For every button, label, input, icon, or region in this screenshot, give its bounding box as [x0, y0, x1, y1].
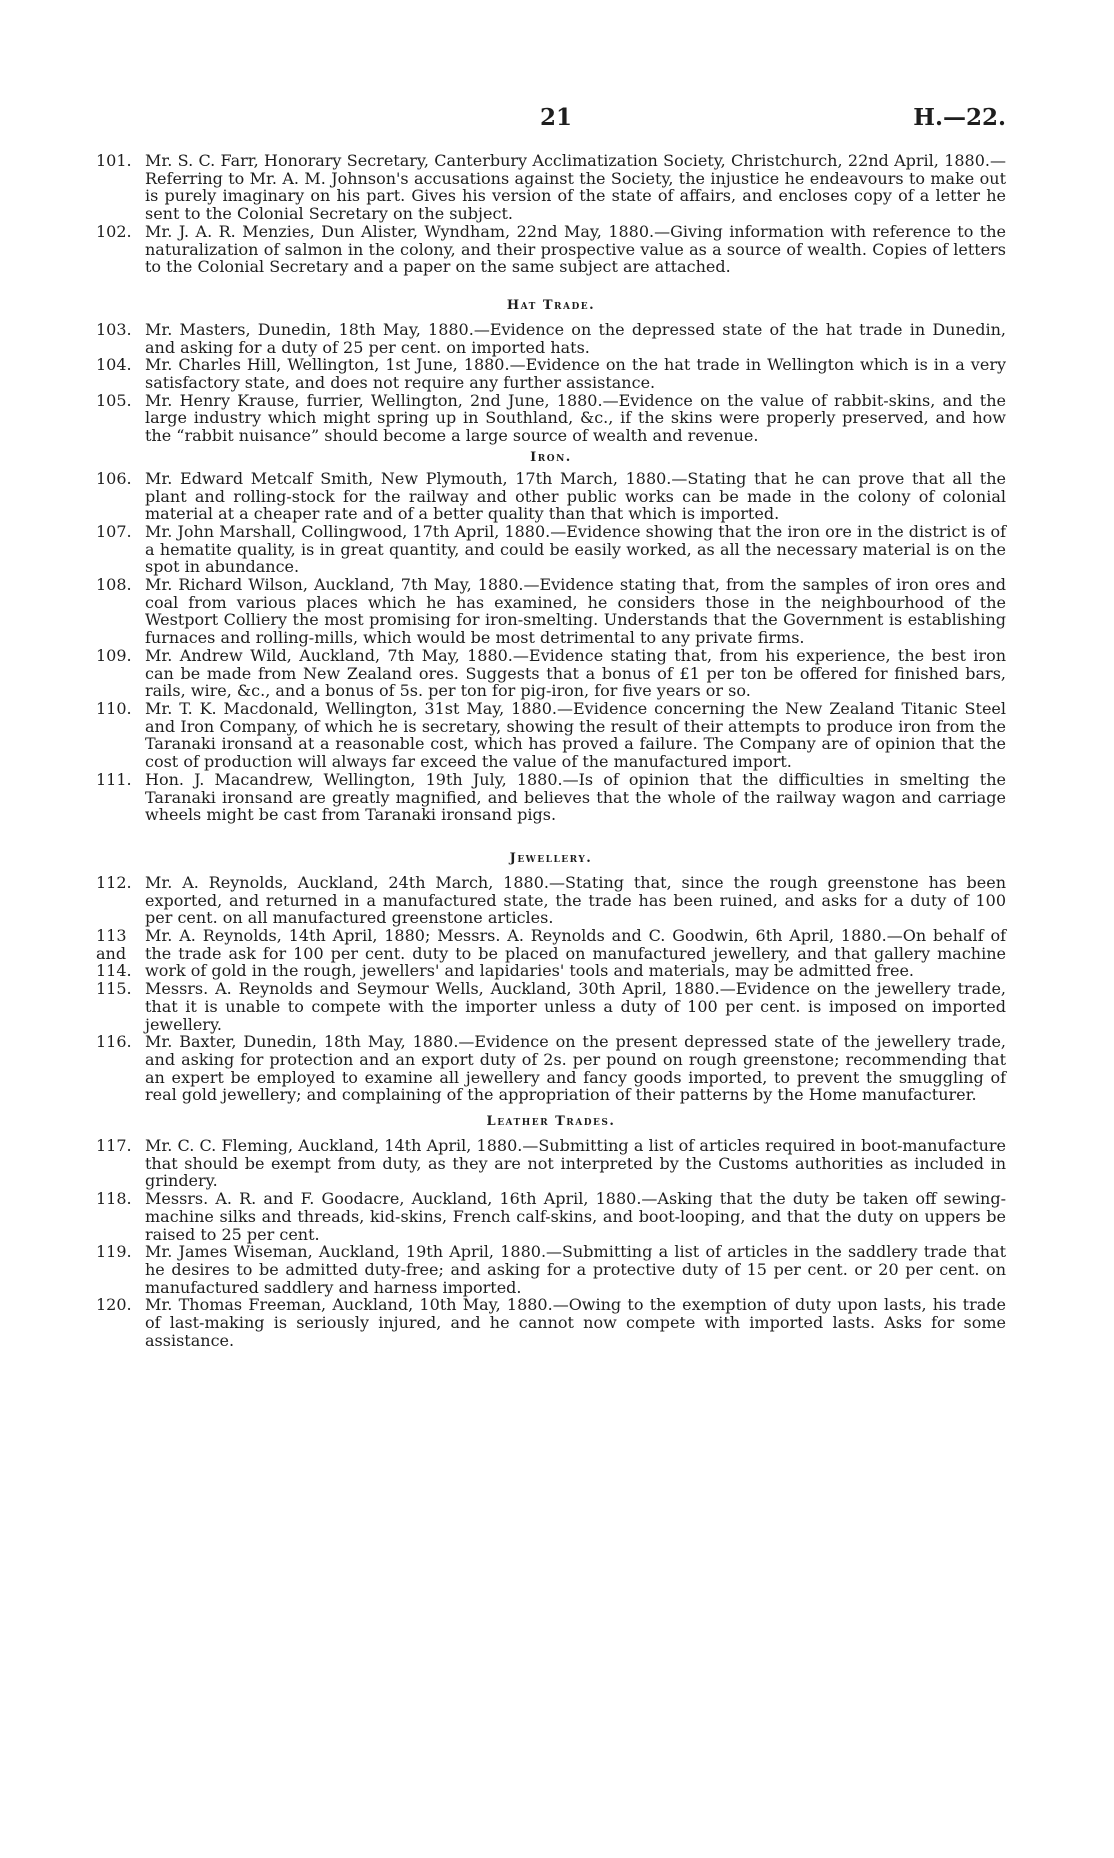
entry-number: 105.	[96, 390, 132, 410]
entry-text: Mr. Henry Krause, furrier, Wellington, 2nd June, 1880.—Evidence on the value of rabbit-skins, and the large industry which might spring up in Southland, &c., if the skins were properly preserved, and how the “rabbit nuisance” should become a large source of wealth and revenue.	[145, 390, 1006, 446]
list-item	[96, 152, 1006, 223]
list-item	[96, 1190, 1006, 1243]
entry-number: 116.	[96, 1032, 132, 1052]
entry-text: Messrs. A. Reynolds and Seymour Wells, Auckland, 30th April, 1880.—Evidence on the jewellery trade, that it is unable to compete with the importer unless a duty of 100 per cent. is imposed on imported jewellery.	[145, 979, 1006, 1034]
list-item	[96, 700, 1006, 771]
list-item	[96, 927, 1006, 980]
entry-text: Mr. Andrew Wild, Auckland, 7th May, 1880.—Evidence stating that, from his experience, the best iron can be made from New Zealand ores. Suggests that a bonus of £1 per ton be offered for finished bars, rails, wire, &c., and a bonus of 5s. per ton for pig-iron, for five years or so.	[145, 645, 1006, 701]
entry-number: 115.	[96, 979, 132, 999]
section-heading-hat-trade: Hat Trade.	[506, 297, 596, 313]
entry-number: 109.	[96, 645, 132, 665]
section-heading-leather-trades: Leather Trades.	[486, 1114, 616, 1130]
entry-text: Mr. James Wiseman, Auckland, 19th April, 1880.—Submitting a list of articles in the saddlery trade that he desires to be admitted duty-free; and asking for a protective duty of 15 per cent. or 20 per cent. on manufactured saddlery and harness imported.	[145, 1242, 1006, 1297]
list-item	[96, 1296, 1006, 1349]
entry-number: 119.	[96, 1242, 132, 1262]
list-item	[96, 1243, 1006, 1296]
list-item	[96, 470, 1006, 523]
entry-text: Mr. Richard Wilson, Auckland, 7th May, 1880.—Evidence stating that, from the samples of iron ores and coal from various places which he has examined, he considers those in the neighbourhood of the Westport Colliery the most promising for iron-smelting. Understands that the Government is establishing furnaces and rolling-mills, which would be most detrimental to any private firms.	[145, 575, 1006, 648]
entry-text: Mr. Charles Hill, Wellington, 1st June, 1880.—Evidence on the hat trade in Wellington which is in a very satisfactory state, and does not require any further assistance.	[145, 355, 1006, 393]
entry-number: 120.	[96, 1295, 132, 1315]
list-item	[96, 647, 1006, 700]
entry-text: Mr. C. C. Fleming, Auckland, 14th April, 1880.—Submitting a list of articles required in boot-manufacture that should be exempt from duty, as they are not interpreted by the Customs authorities as included in grindery.	[145, 1136, 1006, 1191]
entry-number: 111.	[96, 769, 132, 789]
entry-text: Mr. Baxter, Dunedin, 18th May, 1880.—Evidence on the present depressed state of the jewellery trade, and asking for protection and an export duty of 2s. per pound on rough greenstone; recommending that an expert be employed to examine all jewellery and fancy goods imported, to prevent the smuggling of real gold jewellery; and complaining of the appropriation of their patterns by the Home manufacturer.	[145, 1032, 1006, 1105]
list-item	[96, 392, 1006, 445]
entry-number: 107.	[96, 521, 132, 541]
list-item	[96, 980, 1006, 1033]
entry-number: 118.	[96, 1189, 132, 1209]
list-item	[96, 356, 1006, 391]
entry-text: Hon. J. Macandrew, Wellington, 19th July, 1880.—Is of opinion that the difficulties in smelting the Taranaki ironsand are greatly magnified, and believes that the whole of the railway wagon and carriage wheels might be cast from Taranaki ironsand pigs.	[145, 769, 1006, 825]
entry-number: 104.	[96, 355, 132, 375]
section-heading-jewellery: Jewellery.	[509, 850, 593, 866]
entry-text: Mr. Masters, Dunedin, 18th May, 1880.—Evidence on the depressed state of the hat trade in Dunedin, and asking for a duty of 25 per cent. on imported hats.	[145, 319, 1006, 357]
section-heading-iron: Iron.	[530, 449, 572, 465]
paper-id: H.—22.	[913, 104, 1006, 131]
entry-text: Mr. T. K. Macdonald, Wellington, 31st May, 1880.—Evidence concerning the New Zealand Titanic Steel and Iron Company, of which he is secretary, showing the result of their attempts to produce iron from the Taranaki ironsand at a reasonable cost, which has proved a failure. The Company are of opinion that the cost of production will always far exceed the value of the manufactured import.	[145, 698, 1006, 772]
entry-text: Messrs. A. R. and F. Goodacre, Auckland, 16th April, 1880.—Asking that the duty be taken off sewing-machine silks and threads, kid-skins, French calf-skins, and boot-looping, and that the duty on uppers be raised to 25 per cent.	[145, 1189, 1006, 1244]
entry-number: 117.	[96, 1136, 132, 1156]
document-body	[96, 152, 1006, 1349]
list-item	[96, 874, 1006, 927]
entry-number: 103.	[96, 319, 132, 339]
entry-text: Mr. John Marshall, Collingwood, 17th April, 1880.—Evidence showing that the iron ore in the district is of a hematite quality, is in great quantity, and could be easily worked, as all the necessary material is on the spot in abundance.	[145, 521, 1006, 577]
entry-text: Mr. A. Reynolds, Auckland, 24th March, 1880.—Stating that, since the rough greenstone has been exported, and returned in a manufactured state, the trade has been ruined, and asks for a duty of 100 per cent. on all manufactured greenstone articles.	[145, 872, 1006, 928]
entry-number: 102.	[96, 221, 132, 241]
entry-text: Mr. A. Reynolds, 14th April, 1880; Messrs. A. Reynolds and C. Goodwin, 6th April, 1880.—On behalf of the trade ask for 100 per cent. duty to be placed on manufactured jewellery, and that gallery machine work of gold in the rough, jewellers' and lapidaries' tools and materials, may be admitted free.	[145, 926, 1006, 981]
list-item	[96, 523, 1006, 576]
entry-number: 112.	[96, 872, 132, 892]
entry-number: 106.	[96, 468, 132, 488]
entry-text: Mr. Thomas Freeman, Auckland, 10th May, 1880.—Owing to the exemption of duty upon lasts, his trade of last-making is seriously injured, and he cannot now compete with imported lasts. Asks for some assistance.	[145, 1295, 1006, 1350]
list-item	[96, 223, 1006, 276]
list-item	[96, 1033, 1006, 1104]
page-number: 21	[540, 104, 573, 131]
entry-text: Mr. Edward Metcalf Smith, New Plymouth, 17th March, 1880.—Stating that he can prove that all the plant and rolling-stock for the railway and other public works can be made in the colony of colonial material at a cheaper rate and of a better quality than that which is imported.	[145, 468, 1006, 524]
entry-number: 110.	[96, 698, 132, 718]
entry-number: 108.	[96, 575, 132, 595]
list-item	[96, 576, 1006, 647]
entry-number: 101.	[96, 151, 132, 170]
entry-text: Mr. J. A. R. Menzies, Dun Alister, Wyndham, 22nd May, 1880.—Giving information with reference to the naturalization of salmon in the colony, and their prospective value as a source of wealth. Copies of letters to the Colonial Secretary and a paper on the same subject are attached.	[145, 221, 1006, 277]
list-item	[96, 321, 1006, 356]
entry-text: Mr. S. C. Farr, Honorary Secretary, Canterbury Acclimatization Society, Christchurch, 22nd April, 1880.—Referring to Mr. A. M. Johnson's accusations against the Society, the injustice he endeavours to make out is purely imaginary on his part. Gives his version of the state of affairs, and encloses copy of a letter he sent to the Colonial Secretary on the subject.	[145, 151, 1006, 224]
list-item	[96, 771, 1006, 824]
list-item	[96, 1137, 1006, 1190]
entry-number: 113 and 114.	[96, 926, 132, 981]
